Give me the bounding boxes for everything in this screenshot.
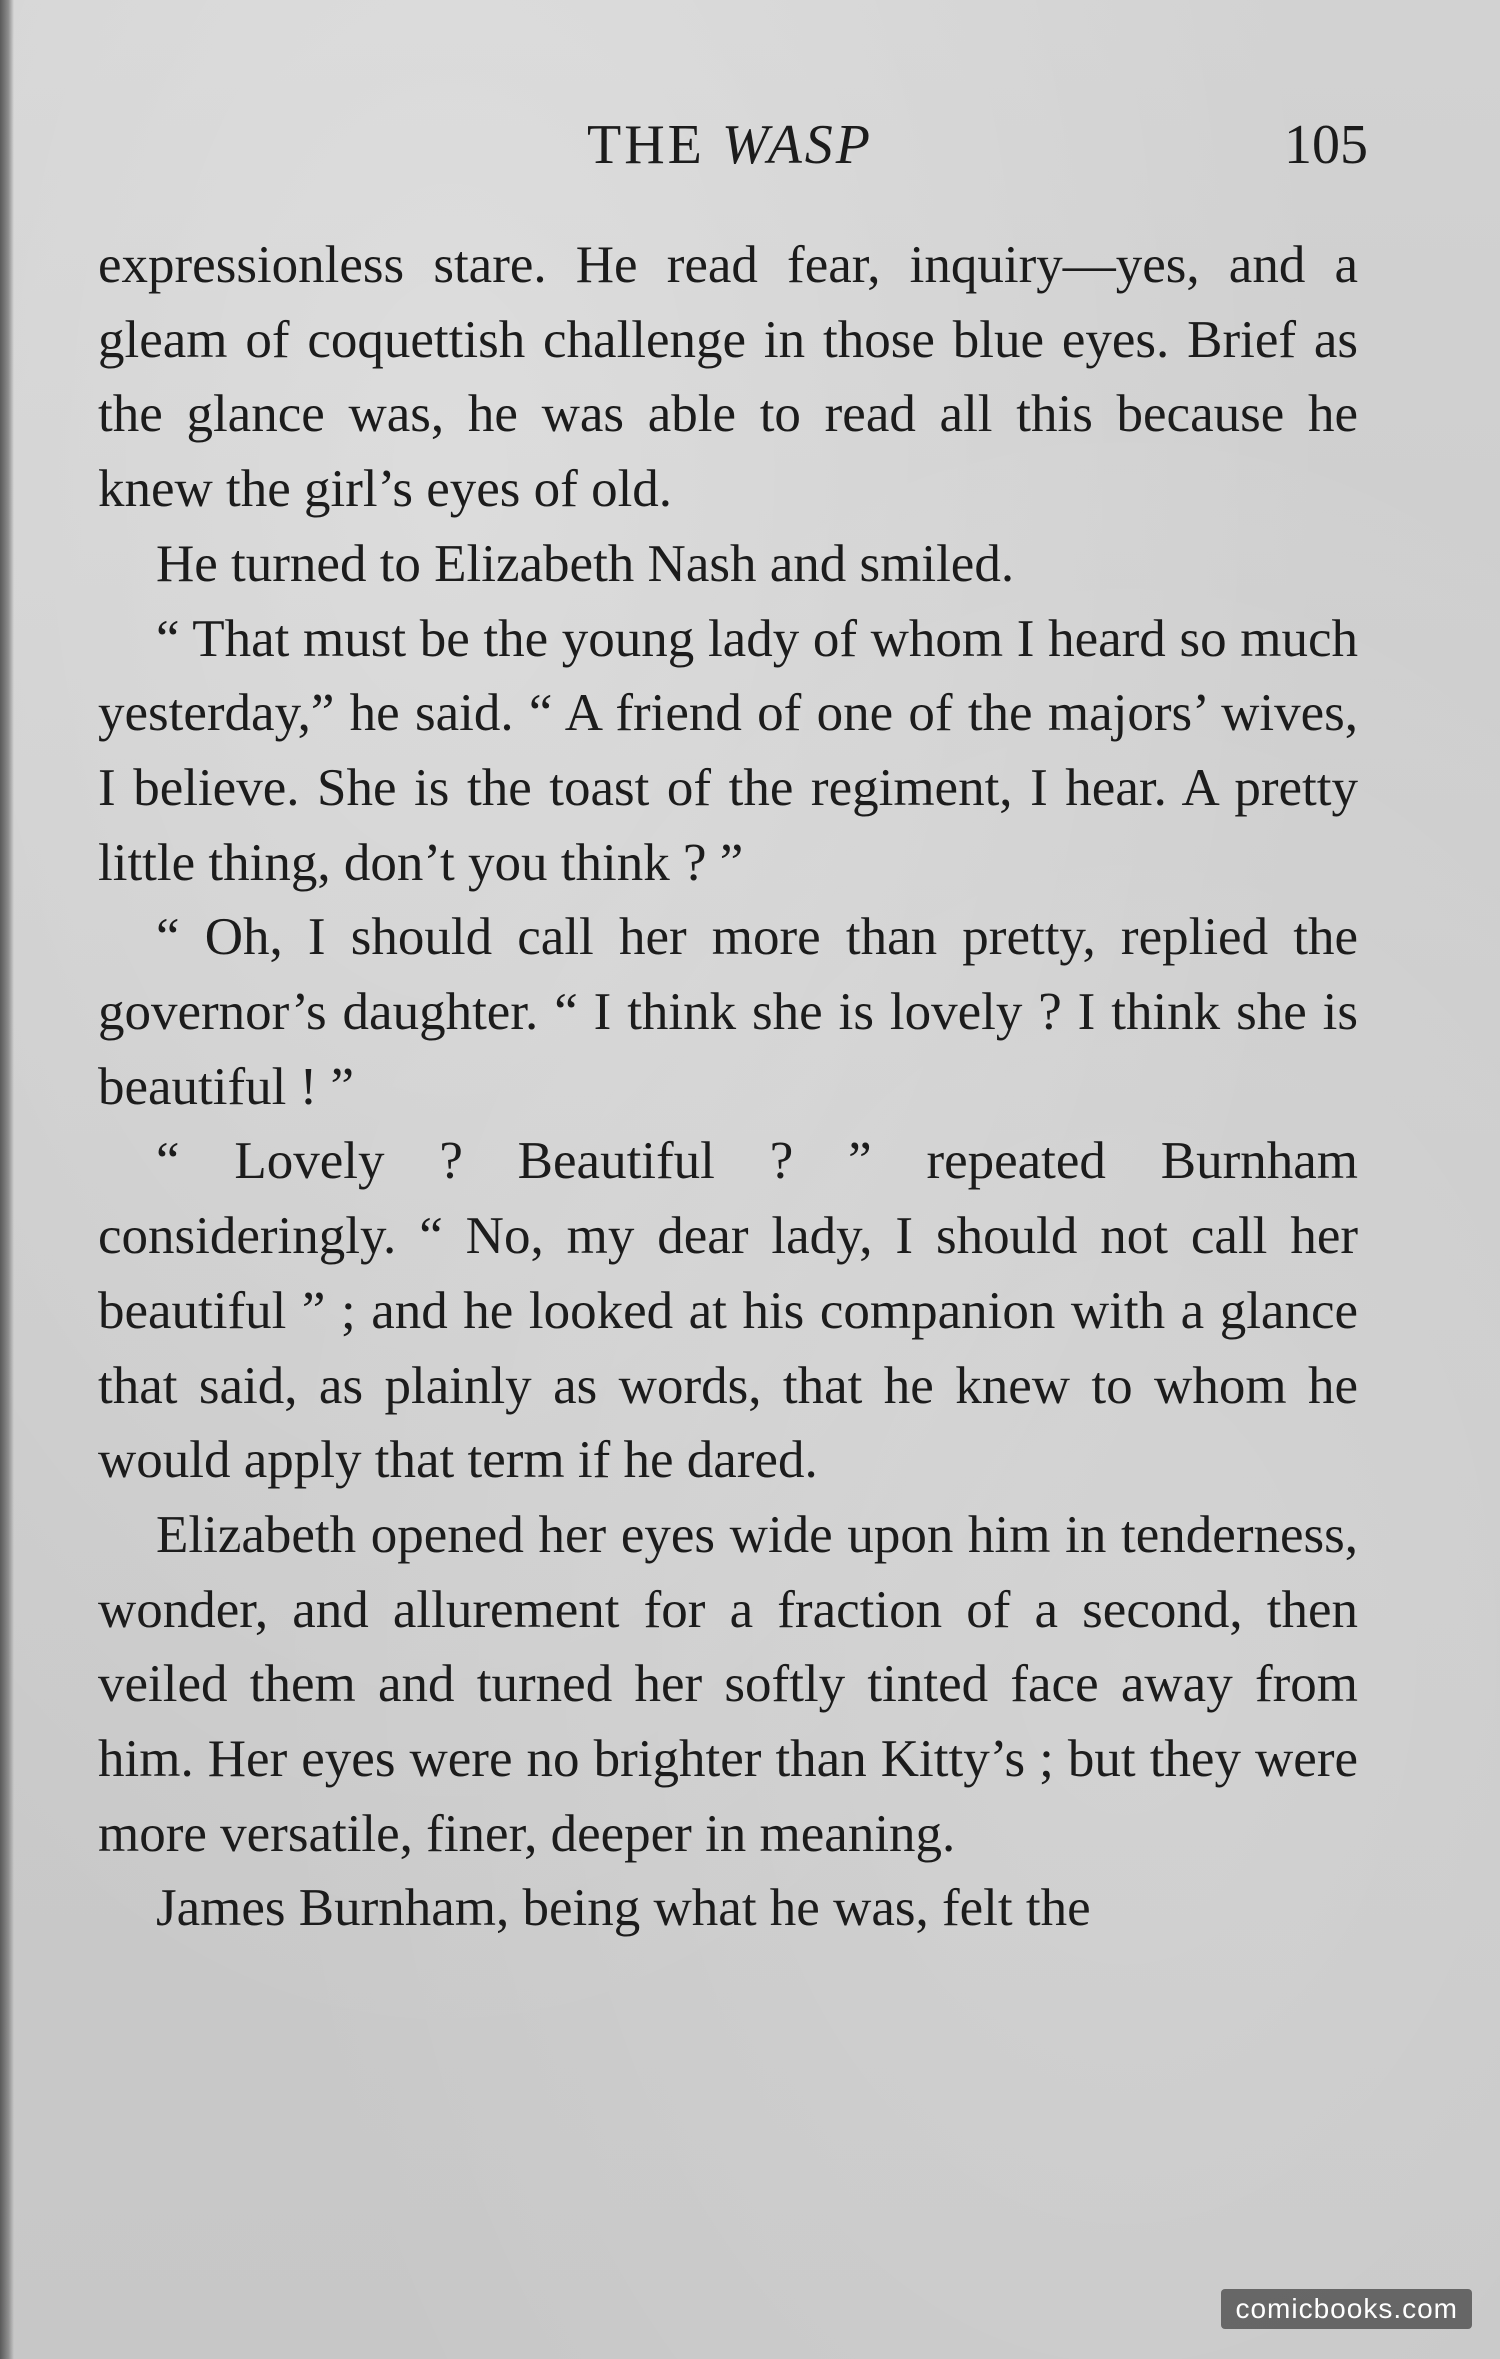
paragraph-1: expressionless stare. He read fear, inquiry—yes, and a gleam of coquettish challenge in those blue eyes. Brief as the glance was, he was able to read all this because he knew the girl’s eyes of old. <box>98 236 1358 519</box>
watermark: comicbooks.com <box>1221 2289 1472 2329</box>
page-binding-edge <box>0 0 14 2359</box>
running-title-plain: THE <box>586 114 722 176</box>
running-header <box>100 110 1368 180</box>
running-title <box>100 110 1360 180</box>
paragraph-2: He turned to Elizabeth Nash and smiled. <box>156 534 1015 593</box>
paragraph-6: Elizabeth opened her eyes wide upon him in tenderness, wonder, and allurement for a fraction of a second, then veiled them and turned her softly tinted face away from him. Her eyes were no brighter than Kitty’s ; but they were more versatile, finer, deeper in meaning. <box>98 1505 1358 1863</box>
paragraph-4: “ Oh, I should call her more than pretty, replied the governor’s daughter. “ I think she is lovely ? I think she is beautiful ! ” <box>98 908 1358 1116</box>
paragraph-7: James Burnham, being what he was, felt the <box>156 1879 1091 1938</box>
page-number: 105 <box>1284 114 1368 176</box>
running-title-italic: WASP <box>721 114 873 176</box>
body-text <box>98 228 1358 1946</box>
paragraph-5: “ Lovely ? Beautiful ? ” repeated Burnham consideringly. “ No, my dear lady, I should not call her beautiful ” ; and he looked at his companion with a glance that said, as plainly as words, that he knew to whom he would apply that term if he dared. <box>98 1132 1358 1490</box>
paragraph-3: “ That must be the young lady of whom I heard so much yesterday,” he said. “ A friend of one of the majors’ wives, I believe. She is the toast of the regiment, I hear. A pretty little thing, don’t you think ? ” <box>98 609 1358 892</box>
